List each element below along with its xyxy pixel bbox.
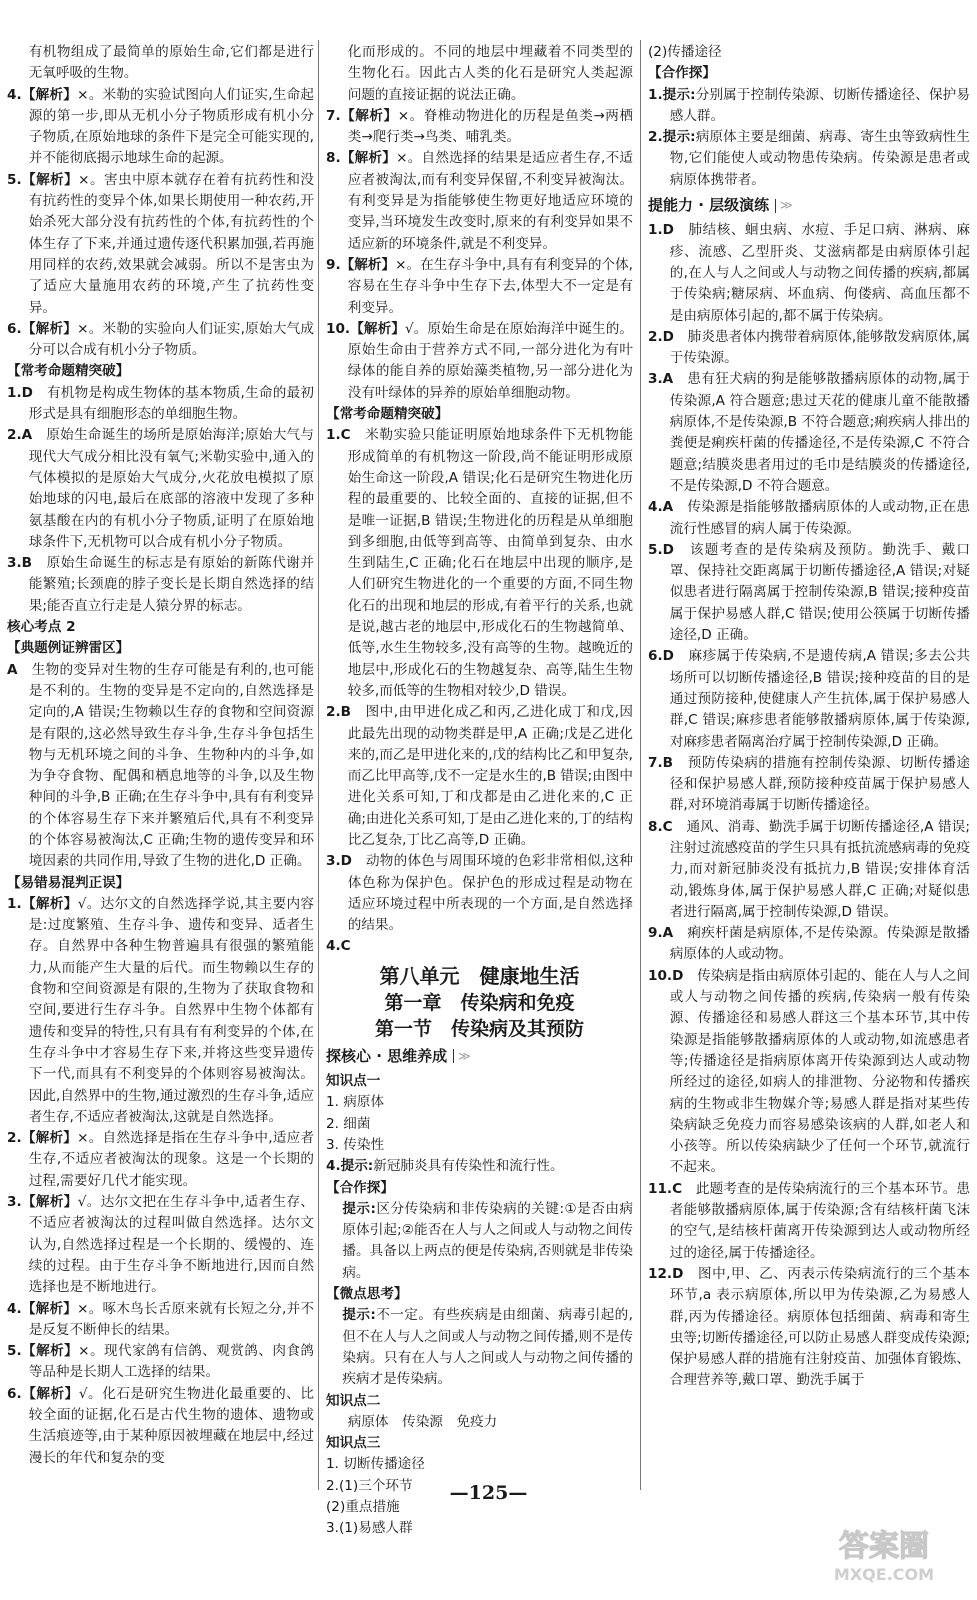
section-heading: 【合作探】 [326, 1179, 394, 1196]
answer-key: B [21, 555, 32, 572]
item-number: 11. [648, 1180, 673, 1197]
section-heading: 【易错易混判正误】 [7, 874, 130, 891]
answer-item [648, 497, 970, 540]
answer-item [326, 148, 633, 254]
answer-item [326, 42, 633, 106]
item-number: 3. [648, 371, 663, 388]
answer-text: √。达尔文的自然选择学说,其主要内容是:过度繁殖、生存斗争、遗传和变异、适者生存。自然界中各种生物普遍具有很强的繁殖能力,从而能产生大量的后代。而生物赖以生存的食物和空间资源是有限的,生物为了获取食物和空间,要进行生存斗争。自然界中生物个体都有遗传和变异的特性,只有具有有利变异的个体,在生存斗争中才容易生存下来,并将这些变异遗传下一代,而具有不利变异的个体则容易被淘汰。因此,自然界中的生物,通过激烈的生存斗争,适应者生存,不适应者被淘汰,这就是自然选择。 [28, 895, 315, 1125]
item-number: 4. [7, 1300, 22, 1317]
item-number: 8. [326, 150, 341, 167]
section-bar [648, 195, 970, 216]
answer-item [7, 553, 314, 617]
answer-key: B [662, 754, 673, 771]
answer-text: 该题考查的是传染病及预防。勤洗手、戴口罩、保持社交距离属于切断传播途径,A 错误;对疑似患者进行隔离属于控制传染源,B 错误;接种疫苗属于保护易感人群,C 错误;使用公筷属于切断传播途径,D 正确。 [669, 541, 970, 644]
double-chevron-icon: ≫ [780, 198, 793, 213]
item-number: 2. [648, 328, 663, 345]
answer-key: 【解析】 [21, 1300, 78, 1317]
answer-text: 原始生命诞生的场所是原始海洋;原始大气与现代大气成分相比没有氧气;米勒实验中,通入的气体模拟的是原始大气成分,火花放电模拟了原始地球的闪电,最后在底部的溶液中发现了多种氨基酸在内的有机小分子物质,证明了在原始地球条件下,无机物可以合成有机小分子物质。 [28, 427, 314, 550]
item-number: 2. [326, 704, 341, 721]
item-number: 2. [7, 427, 22, 444]
item-number: 1. [7, 895, 22, 912]
column-divider [640, 40, 641, 1490]
answer-item [648, 923, 970, 966]
answer-key: D [672, 1265, 684, 1282]
answer-text: 此题考查的是传染病流行的三个基本环节。患者能够散播病原体,属于传染源;含有结核杆菌飞沫的空气,是结核杆菌离开传染源到达人或动物所经过的途径,属于传播途径。 [669, 1180, 970, 1261]
hint-paragraph [326, 1305, 633, 1390]
answer-text: √。达尔文把在生存斗争中,适者生存、不适应者被淘汰的过程叫做自然选择。达尔文认为,自然选择过程是一个长期的、缓慢的、连续的过程。由于生存斗争不断地进行,因而自然选择也是不断地进行。 [28, 1194, 315, 1296]
answer-text: 病原体主要是细菌、病毒、寄生虫等致病性生物,它们能使人或动物患传染病。传染源是患者或病原体携带者。 [669, 129, 970, 188]
answer-item [648, 753, 970, 817]
answer-text: 生物的变异对生物的生存可能是有利的,也可能是不利的。生物的变异是不定向的,自然选择是定向的,A 错误;生物赖以生存的食物和空间资源是有限的,这必然导致生存斗争,生存斗争包括生物与无机环境之间的斗争、生物种内的斗争,如为争夺食物、配偶和栖息地等的斗争,以及生物种间的斗争,B 正确;在生存斗争中,具有有利变异的个体容易生存下来并繁殖后代,具有不利变异的个体容易被淘汰,C 正确;生物的遗传变异和环境因素的共同作用,导致了生物的进化,D 正确。 [17, 661, 314, 870]
column-right [648, 42, 970, 1392]
section-bar [326, 1046, 633, 1067]
item-number: 2. [7, 1130, 22, 1147]
answer-key: 提示: [662, 86, 696, 103]
answer-item [326, 851, 633, 936]
answer-text: 通风、消毒、勤洗手属于切断传播途径,A 错误;注射过流感疫苗的学生只具有抵抗流感病毒的免疫力,而对新冠肺炎没有抵抗力,B 错误;安排体育活动,锻炼身体,属于保护易感人群,C 正确;对疑似患者进行隔离,属于控制传染源,D 错误。 [669, 818, 970, 920]
answer-text: 肺炎患者体内携带着病原体,能够散发病原体,属于传染源。 [669, 328, 970, 367]
page-number: —125— [449, 1482, 528, 1504]
answer-line: (2)重点措施 [326, 1499, 400, 1515]
double-chevron-icon: ≫ [458, 1048, 471, 1063]
answer-key: 【解析】 [21, 1130, 78, 1147]
section-heading: 【常考命题精突破】 [326, 406, 449, 423]
answer-key: D [21, 384, 33, 401]
answer-key: D [662, 541, 674, 558]
answer-item [7, 85, 314, 170]
answer-line: 1. 病原体 [326, 1094, 385, 1111]
item-number: 1. [648, 222, 663, 239]
answer-text: ×。自然选择是指在生存斗争中,适应者生存,不适应者被淘汰的现象。这是一个长期的过程,需要好几代才能实现。 [28, 1130, 314, 1189]
answer-text: 米勒实验只能证明原始地球条件下无机物能形成简单的有机物这一阶段,尚不能证明形成原始生命这一阶段,A 错误;化石是研究生物进化历程的最重要的、比较全面的、直接的证据,但不是唯一证据,B 错误;生物进化的历程是从单细胞到多细胞,由低等到高等、由简单到复杂、由水生到陆生,C 正确;化石在地层中出现的顺序,是人们研究生物进化的一个重要的方面,不同生物化石的出现和地层的形成,有着平行的关系,也就是说,越古老的地层中,形成化石的生物越简单、低等,水生生物较多,没有高等的生物。越晚近的地层中,形成化石的生物越复杂、高等,陆生生物较多,而低等的生物相对较少,D 错误。 [347, 427, 633, 699]
section-heading: 【常考命题精突破】 [7, 363, 130, 380]
answer-item [326, 319, 633, 404]
answer-text: ×。脊椎动物进化的历程是鱼类→两栖类→爬行类→鸟类、哺乳类。 [347, 107, 634, 146]
item-number: 6. [7, 1385, 22, 1402]
item-number: 2. [648, 129, 663, 146]
answer-key: 【解析】 [21, 171, 79, 188]
hint-paragraph [326, 1199, 633, 1284]
hint-text: 区分传染病和非传染病的关键:①是否由病原体引起;②能否在人与人之间或人与动物之间传播。具备以上两点的便是传染病,否则就是非传染病。 [342, 1200, 634, 1281]
answer-item [648, 1179, 970, 1264]
answer-key: C [672, 1180, 683, 1197]
answer-item [648, 646, 970, 752]
item-number: 5. [7, 171, 22, 188]
answer-text: 图中,甲、乙、丙表示传染病流行的三个基本环节,a 表示病原体,所以甲为传染源,乙为易感人群,丙为传播途径。病原体包括细菌、病毒和寄生虫等;切断传播途径,可以防止易感人群变成传染源;保护易感人群的措施有注射疫苗、加强体育锻炼、合理营养等,戴口罩、勤洗手属于 [669, 1265, 970, 1389]
answer-key: 提示: [662, 129, 696, 146]
item-number: 12. [648, 1265, 673, 1282]
section-heading: 【微点思考】 [326, 1286, 408, 1303]
answer-key: 【解析】 [350, 320, 406, 337]
answer-line: 病原体 传染源 免疫力 [347, 1413, 498, 1430]
item-number: 1. [648, 86, 663, 103]
item-number: 4. [7, 86, 22, 103]
answer-item [648, 817, 970, 923]
answer-item [648, 1264, 970, 1392]
watermark-url: MXQE.COM [833, 1565, 935, 1584]
answer-text: 新冠肺炎具有传染性和流行性。 [373, 1158, 564, 1175]
answer-key: C [662, 818, 673, 835]
answer-key: D [662, 328, 674, 345]
answer-key: A [662, 499, 674, 516]
answer-item [648, 220, 970, 326]
answer-item [326, 255, 633, 319]
answer-text: ×。害虫中原本就存在着有抗药性和没有抗药性的变异个体,如果长期使用一种农药,开始杀死大部分没有抗药性的个体,有抗药性的个体生存了下来,并通过遗传逐代积累加强,若再施用同样的农药,效果就会减弱。所以不是害虫为了适应大量施用农药的环境,产生了抗药性变异。 [28, 171, 315, 316]
answer-key: D [340, 853, 352, 870]
answer-item [326, 106, 633, 149]
answer-line: 1. 切断传播途径 [326, 1456, 425, 1473]
item-number: 8. [648, 818, 663, 835]
answer-text: 痢疾杆菌是病原体,不是传染源。传染源是散播病原体的人或动物。 [669, 925, 970, 963]
answer-key: 【解析】 [21, 1385, 79, 1402]
item-number: 4. [326, 1158, 341, 1175]
item-number: 5. [7, 1343, 22, 1360]
item-number: 10. [326, 320, 351, 337]
answer-key: 【解析】 [21, 1194, 78, 1211]
answer-text: 化而形成的。不同的地层中埋藏着不同类型的生物化石。因此古人类的化石是研究人类起源问题的直接证据的说法正确。 [347, 44, 633, 103]
item-number: 1. [326, 427, 341, 444]
answer-text: √。化石是研究生物进化最重要的、比较全面的证据,化石是古代生物的遗体、遗物或生活痕迹等,由于某种原因被埋藏在地层中,经过漫长的年代和复杂的变 [28, 1385, 315, 1466]
answer-item [326, 1156, 633, 1177]
answer-item [648, 85, 970, 128]
answer-item [326, 425, 633, 702]
answer-key: 【解析】 [21, 86, 78, 103]
answer-item [7, 425, 314, 553]
chapter-title: 第一章 传染病和免疫 [384, 991, 575, 1014]
answer-key: 【解析】 [340, 150, 397, 167]
answer-line: (2)传播途径 [648, 44, 722, 60]
item-number: 7. [326, 107, 341, 124]
hint-label: 提示: [342, 1307, 376, 1324]
answer-key: D [662, 222, 674, 239]
item-number: 6. [648, 648, 663, 665]
section-heading: 【典题例证辨雷区】 [7, 640, 130, 657]
item-number: 4. [326, 938, 341, 955]
column-left [7, 42, 314, 1469]
answer-item [7, 1341, 314, 1384]
divider-mark [775, 199, 776, 213]
item-number: 3. [7, 555, 22, 572]
divider-mark [453, 1049, 454, 1063]
answer-key: A [662, 925, 674, 942]
answer-line: 2.(1)三个环节 [326, 1477, 413, 1494]
answer-text: 原始生命诞生的标志是有原始的新陈代谢并能繁殖;长颈鹿的脖子变长是长期自然选择的结果;能否直立行走是人猿分界的标志。 [28, 555, 314, 614]
section-heading: 【合作探】 [648, 65, 716, 82]
section-bar-label: 探核心 · 思维养成 [326, 1046, 448, 1065]
answer-key: 提示: [340, 1158, 374, 1175]
answer-text: 预防传染病的措施有控制传染源、切断传播途径和保护易感人群,预防接种疫苗属于保护易感人群,对环境消毒属于切断传播途径。 [669, 754, 970, 814]
answer-text: 肺结核、蛔虫病、水痘、手足口病、淋病、麻疹、流感、乙型肝炎、艾滋病都是由病原体引起的,在人与人之间或人与动物之间传播的疾病,都属于传染病;糖尿病、坏血病、佝偻病、高血压都不是由病原体引起的,都不属于传染病。 [669, 222, 970, 324]
answer-item [7, 42, 314, 85]
answer-key: A [662, 371, 674, 388]
answer-line: 2. 细菌 [326, 1115, 371, 1132]
answer-text: 图中,由甲进化成乙和丙,乙进化成丁和戊,因此最先出现的动物类群是甲,A 正确;戊是乙进化来的,而乙是甲进化来的,戊的结构比乙和甲复杂,而乙比甲高等,戊不一定是水生的,B 错误;由图中进化关系可知,丁和戊都是由乙进化来的,C 正确;由进化关系可知,丁是由乙进化来的,丁的结构比乙复杂,丁比乙高等,D 正确。 [347, 704, 633, 848]
answer-text: ×。米勒的实验向人们证实,原始大气成分可以合成有机小分子物质。 [28, 320, 314, 359]
answer-item [7, 1384, 314, 1469]
answer-item [7, 170, 314, 319]
answer-item [7, 319, 314, 362]
item-number: 9. [648, 925, 663, 942]
answer-key: C [340, 427, 351, 444]
answer-text: 传染源是指能够散播病原体的人或动物,正在患流行性感冒的病人属于传染源。 [669, 499, 970, 537]
answer-line: 3. 传染性 [326, 1136, 385, 1153]
answer-text: 有机物是构成生物体的基本物质,生命的最初形式是具有细胞形态的单细胞生物。 [28, 384, 314, 423]
item-number: 1. [7, 384, 22, 401]
answer-key: 【解析】 [21, 1343, 79, 1360]
answer-key: 【解析】 [21, 320, 78, 337]
answer-text: 传染病是指由病原体引起的、能在人与人之间或人与动物之间传播的疾病,传染病一般有传染源、传播途径和易感人群这三个基本环节,其中传染源是指能够散播病原体的人或动物,如流感患者等;传播途径是指病原体离开传染源到达人或动物所经过的途径,如病人的排泄物、分泌物和传播疾病的生物或非生物媒介等;易感人群是指对某些传染病缺乏免疫力而容易感染该病的人群,如老人和小孩等。所以传染病缺少了任何一个环节,就流行不起来。 [669, 967, 970, 1176]
answer-text: 患有狂犬病的狗是能够散播病原体的动物,属于传染源,A 符合题意;患过天花的健康儿童不能散播病原体,不是传染源,B 不符合题意;痢疾病人排出的粪便是痢疾杆菌的传播途径,不是传染源,C 不符合题意;结膜炎患者用过的毛巾是结膜炎的传播途径,不是传染源,D 不符合题意。 [669, 371, 970, 494]
section-heading: 核心考点 2 [7, 619, 76, 636]
answer-text: 有机物组成了最简单的原始生命,它们都是进行无氧呼吸的生物。 [28, 44, 314, 82]
watermark-logo [809, 1518, 959, 1588]
unit-title: 第八单元 健康地生活 [379, 963, 580, 988]
answer-text: √。原始生命是在原始海洋中诞生的。原始生命由于营养方式不同,一部分进化为有叶绿体的能自养的原始藻类植物,另一部分进化为没有叶绿体的异养的原始单细胞动物。 [347, 320, 633, 401]
item-number: 7. [648, 754, 663, 771]
column-divider [318, 40, 319, 1490]
item-number: 9. [326, 256, 341, 273]
answer-item [7, 1128, 314, 1192]
section-heading: 知识点三 [326, 1435, 381, 1452]
answer-item [326, 936, 633, 957]
item-number: 3. [326, 853, 341, 870]
answer-key: B [340, 704, 351, 721]
section-heading: 知识点二 [326, 1392, 381, 1409]
watermark-text: 答案圈 [839, 1529, 929, 1564]
answer-item [7, 383, 314, 426]
answer-key: 【解析】 [340, 107, 398, 124]
answer-key: C [340, 938, 351, 955]
item-number: 10. [648, 967, 673, 984]
answer-key: 【解析】 [340, 256, 396, 273]
answer-text: 麻疹属于传染病,不是遗传病,A 错误;多去公共场所可以切断传播途径,B 错误;接种疫苗的目的是通过预防接种,使健康人产生抗体,属于保护易感人群,C 错误;麻疹患者能够散播病原体,属于传染源,对麻疹患者隔离治疗属于控制传染源,D 正确。 [669, 648, 970, 750]
item-number: 3. [7, 1194, 22, 1211]
answer-item [7, 1192, 314, 1298]
answer-key: 【解析】 [21, 895, 78, 912]
answer-item [648, 127, 970, 191]
answer-item [648, 327, 970, 370]
chapter-title: 第一节 传染病及其预防 [374, 1017, 584, 1040]
answer-item [7, 1299, 314, 1342]
answer-key: A [7, 661, 18, 678]
hint-label: 提示: [342, 1200, 376, 1217]
section-heading: 知识点一 [326, 1073, 381, 1090]
column-middle [326, 42, 633, 1540]
answer-line: 3.(1)易感人群 [326, 1520, 413, 1537]
answer-key: D [672, 967, 684, 984]
answer-text: ×。啄木鸟长舌原来就有长短之分,并不是反复不断伸长的结果。 [28, 1300, 314, 1338]
answer-key: D [662, 648, 674, 665]
answer-text: ×。在生存斗争中,具有有利变异的个体,容易在生存斗争中生存下去,体型大不一定是有利变异。 [347, 256, 634, 316]
answer-text: 分别属于控制传染源、切断传播途径、保护易感人群。 [669, 86, 970, 124]
item-number: 6. [7, 320, 22, 337]
answer-item [7, 660, 314, 873]
answer-text: 动物的体色与周围环境的色彩非常相似,这种体色称为保护色。保护色的形成过程是动物在适应环境过程中所表现的一个方面,是自然选择的结果。 [347, 853, 633, 934]
item-number: 4. [648, 499, 663, 516]
hint-text: 不一定。有些疾病是由细菌、病毒引起的,但不在人与人之间或人与动物之间传播,则不是传染病。只有在人与人之间或人与动物之间传播的疾病才是传染病。 [342, 1307, 634, 1388]
answer-text: ×。米勒的实验试图向人们证实,生命起源的第一步,即从无机小分子物质形成有机小分子物质,在原始地球的条件下是完全可能实现的,并不能彻底揭示地球生命的起源。 [28, 86, 314, 167]
answer-item [7, 894, 314, 1128]
answer-key: A [21, 427, 33, 444]
answer-text: ×。现代家鸽有信鸽、观赏鸽、肉食鸽等品种是长期人工选择的结果。 [28, 1343, 315, 1381]
answer-item [648, 540, 970, 646]
answer-text: ×。自然选择的结果是适应者生存,不适应者被淘汰,而有利变异保留,不利变异被淘汰。有利变异是为指能够使生物更好地适应环境的变异,当环境发生改变时,原来的有利变异如果不适应新的环境条件,就是不利变异。 [347, 150, 633, 252]
item-number: 5. [648, 541, 663, 558]
answer-item [326, 702, 633, 851]
section-bar-label: 提能力 · 层级演练 [648, 196, 770, 215]
answer-item [648, 966, 970, 1179]
answer-item [648, 369, 970, 497]
